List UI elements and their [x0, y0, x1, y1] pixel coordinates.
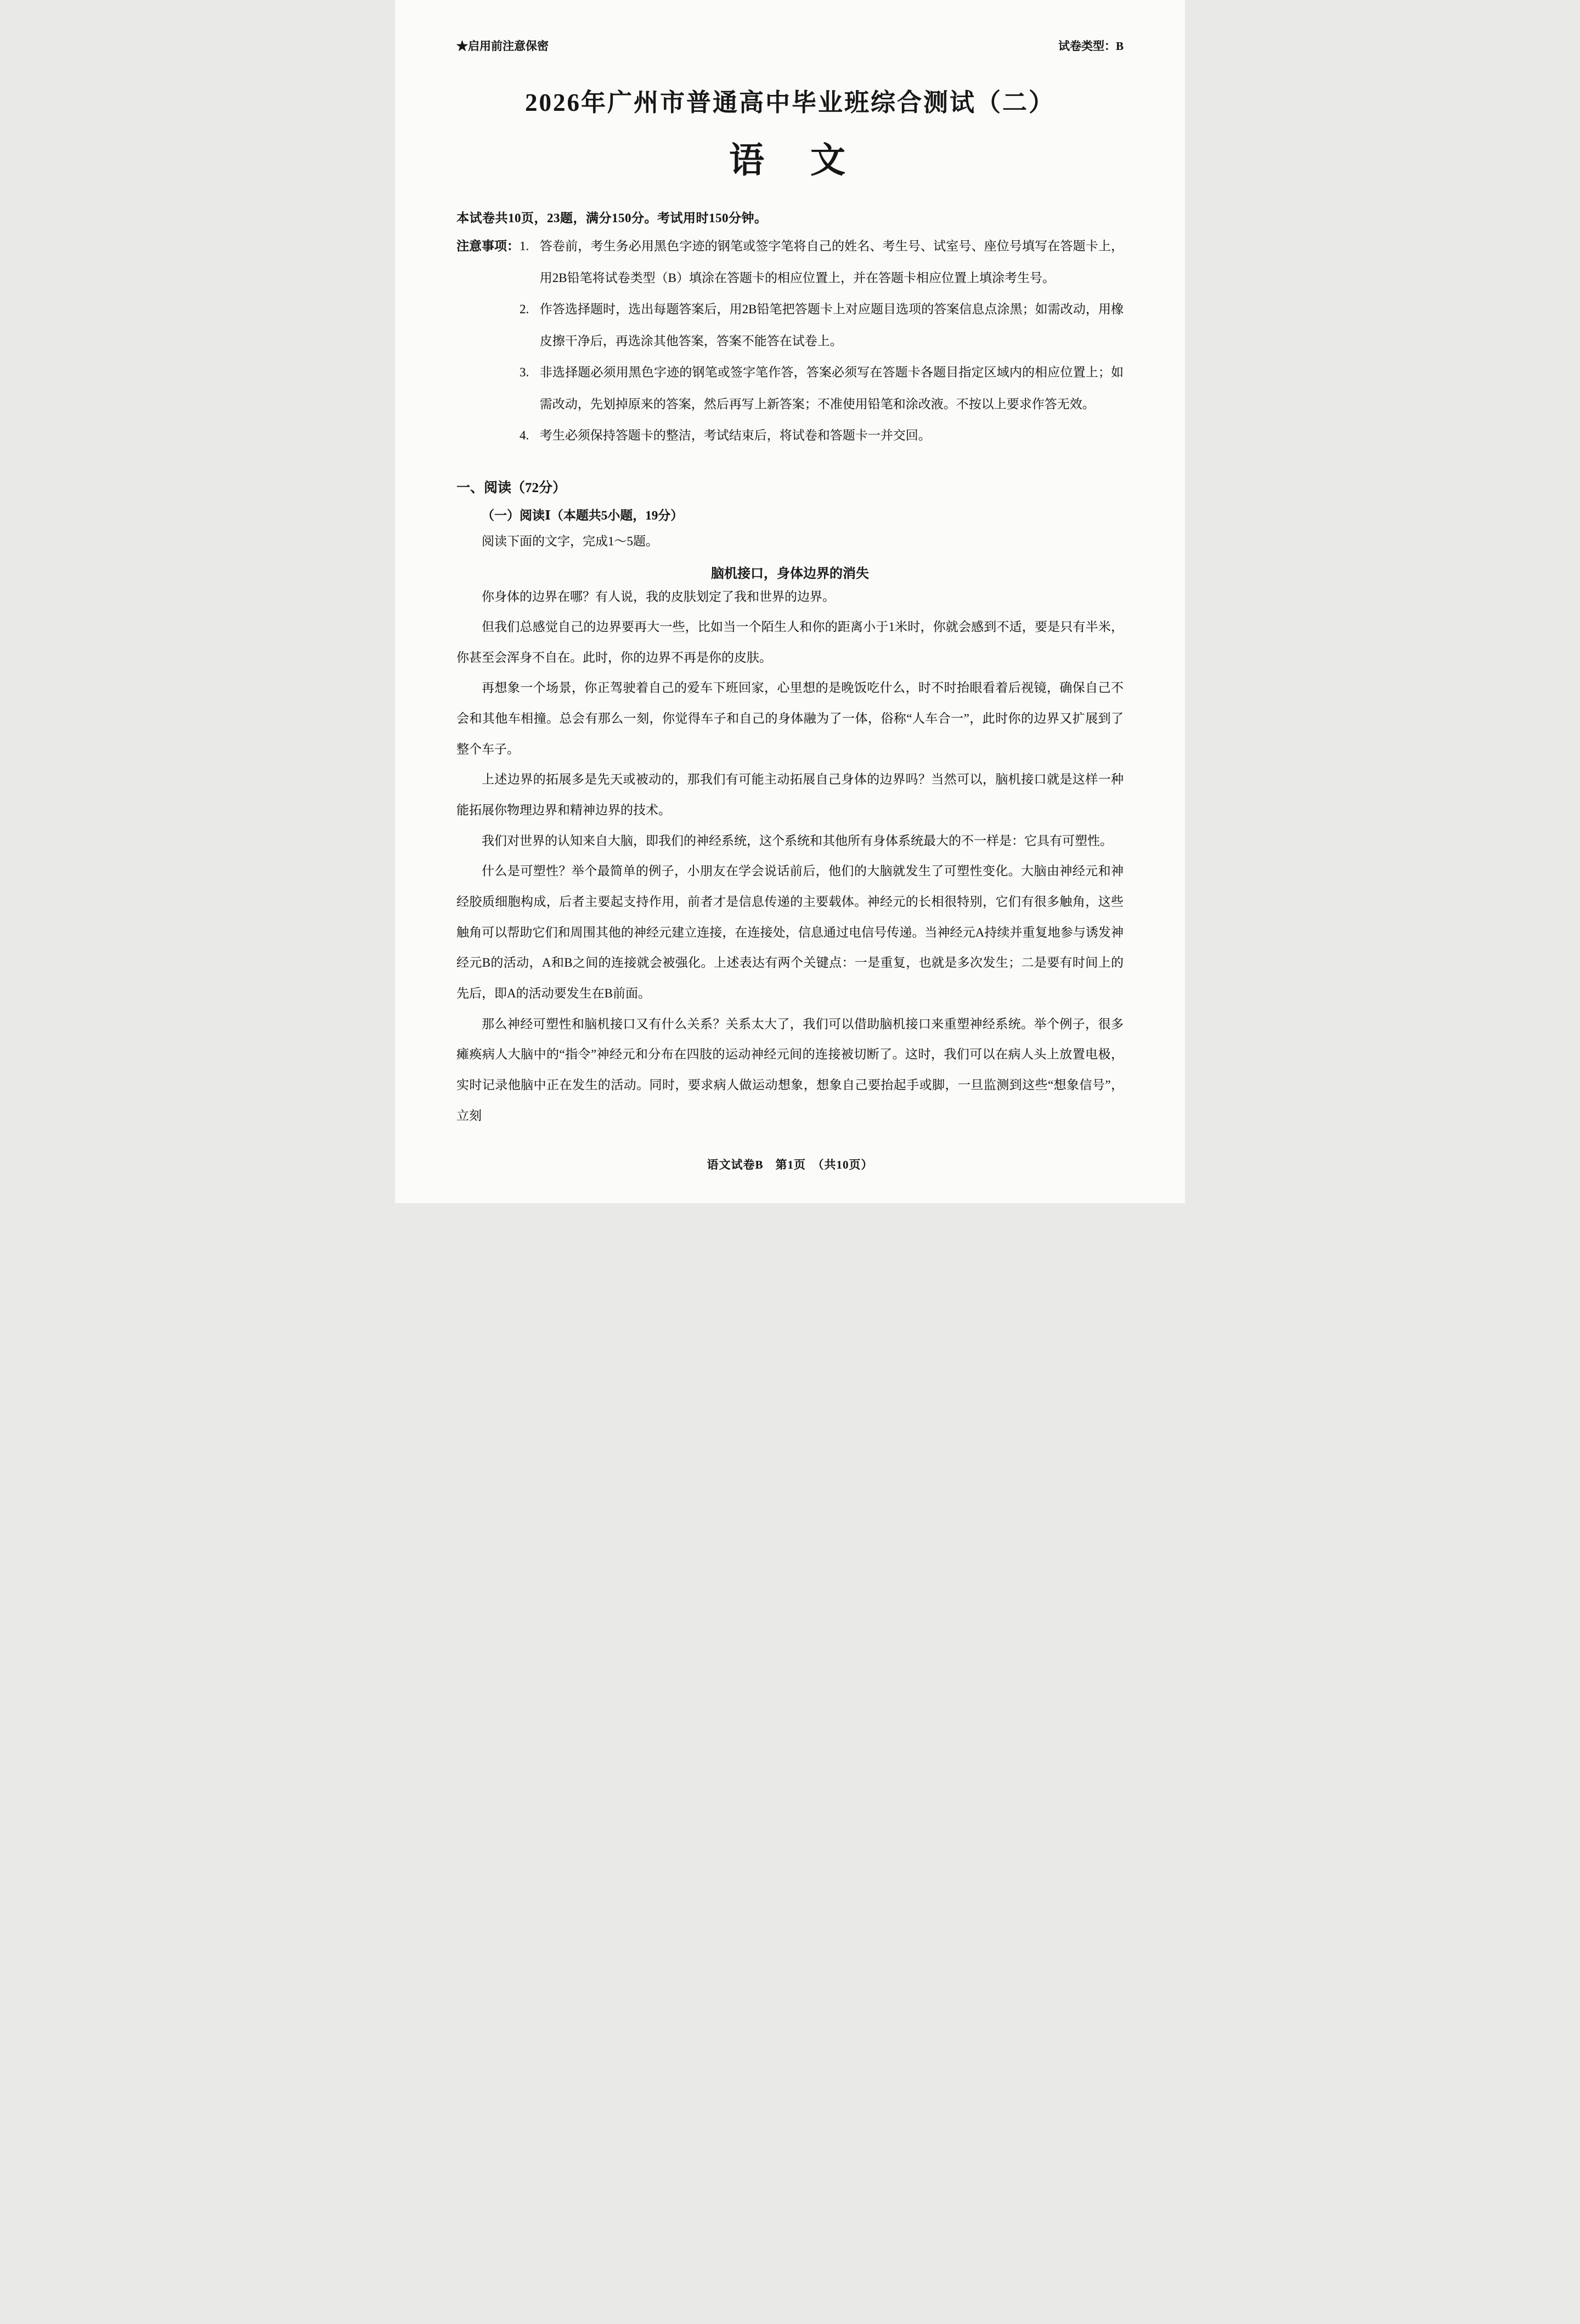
note-text: 非选择题必须用黑色字迹的钢笔或签字笔作答，答案必须写在答题卡各题目指定区域内的相应位置上；如需改动，先划掉原来的答案，然后再写上新答案；不准使用铅笔和涂改液。不按以上要求作答无效。 — [539, 365, 1124, 411]
note-text: 作答选择题时，选出每题答案后，用2B铅笔把答题卡上对应题目选项的答案信息点涂黑；如需改动，用橡皮擦干净后，再选涂其他答案，答案不能答在试卷上。 — [539, 302, 1124, 348]
note-number: 1. — [520, 239, 529, 253]
exam-info-line: 本试卷共10页，23题，满分150分。考试用时150分钟。 — [456, 211, 768, 225]
exam-notes — [456, 230, 1124, 452]
notes-label: 注意事项： — [456, 239, 520, 253]
section-subheading-reading-1: （一）阅读Ⅰ（本题共5小题，19分） — [482, 508, 684, 522]
passage-paragraph: 再想象一个场景，你正驾驶着自己的爱车下班回家，心里想的是晚饭吃什么，时不时抬眼看着后视镜，确保自己不会和其他车相撞。总会有那么一刻，你觉得车子和自己的身体融为了一体，俗称“人车合一”，此时你的边界又扩展到了整个车子。 — [456, 681, 1124, 756]
notes-items — [520, 230, 1124, 452]
reading-instruction: 阅读下面的文字，完成1～5题。 — [482, 534, 658, 548]
passage-paragraph: 什么是可塑性？举个最简单的例子，小朋友在学会说话前后，他们的大脑就发生了可塑性变化。大脑由神经元和神经胶质细胞构成，后者主要起支持作用，前者才是信息传递的主要载体。神经元的长相很特别，它们有很多触角，这些触角可以帮助它们和周围其他的神经元建立连接，在连接处，信息通过电信号传递。当神经元A持续并重复地参与诱发神经元B的活动，A和B之间的连接就会被强化。上述表达有两个关键点：一是重复，也就是多次发生；二是要有时间上的先后，即A的活动要发生在B前面。 — [456, 864, 1124, 1001]
note-item — [520, 420, 1124, 452]
exam-title: 2026年广州市普通高中毕业班综合测试（二） — [524, 89, 1055, 116]
passage-paragraph: 上述边界的拓展多是先天或被动的，那我们有可能主动拓展自己身体的边界吗？当然可以，脑机接口就是这样一种能拓展你物理边界和精神边界的技术。 — [456, 772, 1124, 817]
page-footer: 语文试卷B 第1页 （共10页） — [707, 1158, 873, 1172]
page-header — [456, 37, 1124, 54]
note-item — [520, 357, 1124, 420]
note-item — [520, 230, 1124, 294]
note-number: 4. — [520, 428, 529, 442]
note-text: 考生必须保持答题卡的整洁，考试结束后，将试卷和答题卡一并交回。 — [539, 428, 931, 442]
note-number: 2. — [520, 302, 529, 316]
note-text: 答卷前，考生务必用黑色字迹的钢笔或签字笔将自己的姓名、考生号、试室号、座位号填写在答题卡上，用2B铅笔将试卷类型（B）填涂在答题卡的相应位置上，并在答题卡相应位置上填涂考生号。 — [539, 239, 1124, 285]
passage-paragraph: 我们对世界的认知来自大脑，即我们的神经系统，这个系统和其他所有身体系统最大的不一样是：它具有可塑性。 — [482, 833, 1113, 848]
reading-passage — [456, 562, 1124, 1131]
subject-title: 语 文 — [729, 141, 851, 180]
security-notice: ★启用前注意保密 — [456, 40, 549, 53]
section-heading-reading: 一、阅读（72分） — [456, 480, 567, 495]
note-item — [520, 294, 1124, 357]
passage-title: 脑机接口，身体边界的消失 — [711, 566, 869, 581]
passage-paragraph: 但我们总感觉自己的边界要再大一些，比如当一个陌生人和你的距离小于1米时，你就会感到不适，要是只有半米，你甚至会浑身不自在。此时，你的边界不再是你的皮肤。 — [456, 620, 1124, 664]
exam-paper-page — [395, 0, 1185, 1203]
passage-paragraph: 那么神经可塑性和脑机接口又有什么关系？关系太大了，我们可以借助脑机接口来重塑神经系统。举个例子，很多瘫痪病人大脑中的“指令”神经元和分布在四肢的运动神经元间的连接被切断了。这时，我们可以在病人头上放置电极，实时记录他脑中正在发生的活动。同时，要求病人做运动想象，想象自己要抬起手或脚，一旦监测到这些“想象信号”，立刻 — [456, 1017, 1124, 1122]
note-number: 3. — [520, 365, 529, 379]
passage-paragraph: 你身体的边界在哪？有人说，我的皮肤划定了我和世界的边界。 — [482, 589, 835, 603]
paper-type-label: 试卷类型：B — [1058, 40, 1124, 53]
